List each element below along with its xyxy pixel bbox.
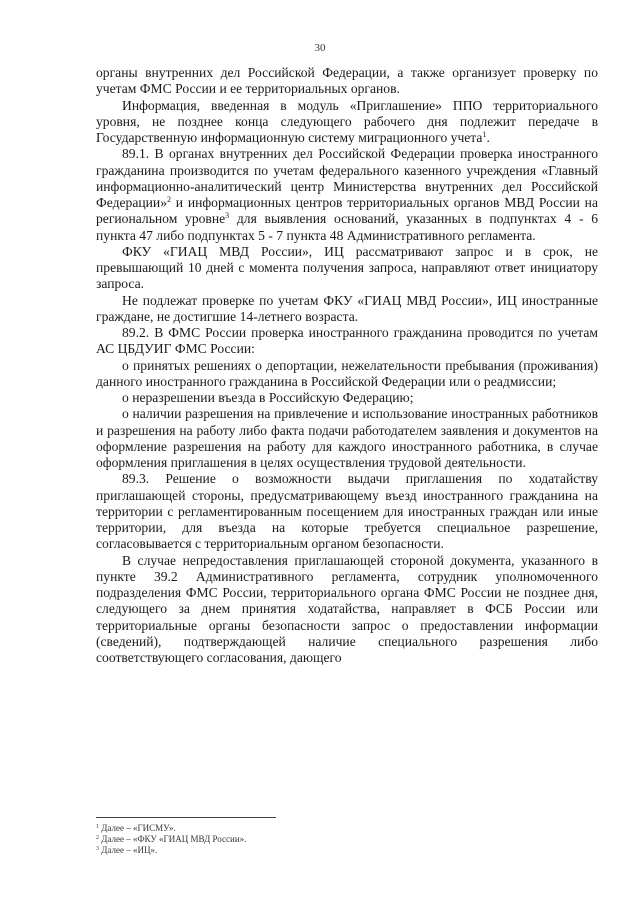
- footnote-ref[interactable]: 2: [167, 195, 171, 204]
- paragraph-text: Информация, введенная в модуль «Приглашение» ППО территориального уровня, не позднее конца следующего рабочего дня подлежит передаче в Государственную информационную систему миграционного учета: [96, 97, 598, 145]
- paragraph: 89.2. В ФМС России проверка иностранного гражданина проводится по учетам АС ЦБДУИГ ФМС России:: [96, 325, 598, 357]
- footnote-text: Далее – «ГИСМУ».: [101, 823, 176, 833]
- paragraph: о неразрешении въезда в Российскую Федерацию;: [122, 390, 414, 405]
- footnote: [96, 823, 496, 834]
- paragraph: 89.1. В органах внутренних дел Российской Федерации проверка иностранного гражданина производится по учетам федерального казенного учреждения «Главный информационно-аналитический центр Министерства внутренних дел Российской Федерации»$^2$ и информационных центров территориальных органов МВД России на региональном уровне$^3$ для выявления оснований, указанных в подпунктах 4 - 6 пункта 47 либо подпунктах 5 - 7 пункта 48 Административного регламента.: [96, 146, 598, 243]
- paragraph: ФКУ «ГИАЦ МВД России», ИЦ рассматривают запрос и в срок, не превышающий 10 дней с момента получения запроса, направляют ответ инициатору запроса.: [96, 243, 598, 292]
- footnote-mark: 1: [96, 824, 99, 830]
- footnote-divider: [96, 817, 276, 818]
- footnotes: [96, 823, 496, 856]
- footnote: [96, 834, 496, 845]
- footnote-ref[interactable]: 3: [225, 211, 230, 221]
- footnote-mark: 2: [96, 835, 99, 841]
- paragraph: 89.3. Решение о возможности выдачи приглашения по ходатайству приглашающей стороны, предусматривающему въезд иностранного гражданина на территории с регламентированным посещением для иностранных граждан или иные территории, для въезда на которые требуется специальное разрешение, согласовывается с территориальным органом безопасности.: [96, 471, 598, 552]
- paragraph: о принятых решениях о депортации, нежелательности пребывания (проживания) данного иностранного гражданина в Российской Федерации или о реадмиссии;: [96, 357, 598, 389]
- body-text: [96, 65, 598, 666]
- page-number: 30: [314, 42, 326, 54]
- footnote: [96, 845, 496, 856]
- paragraph: Информация, введенная в модуль «Приглашение» ППО территориального уровня, не позднее конца следующего рабочего дня подлежит передаче в Государственную информационную систему миграционного учета$^1$.: [96, 97, 598, 145]
- footnote-mark: 3: [96, 846, 99, 852]
- footnote-ref[interactable]: 1: [482, 130, 487, 139]
- paragraph: В случае непредоставления приглашающей стороной документа, указанного в пункте 39.2 Административного регламента, сотрудник уполномоченного подразделения ФМС России, территориального органа ФМС России не позднее дня, следующего за днем принятия ходатайства, направляет в ФСБ России или территориальные органы безопасности запрос о предоставлении информации (сведений), подтверждающей наличие специального разрешения либо соответствующего согласования, дающего: [96, 552, 598, 665]
- footnote-text: Далее – «ФКУ «ГИАЦ МВД России».: [101, 834, 247, 844]
- paragraph-text: 89.1. В органах внутренних дел Российской Федерации проверка иностранного гражданина производится по учетам федерального казенного учреждения «Главный информационно-аналитический центр Министерства внутренних дел Российской Федерации»: [96, 146, 598, 210]
- footnote-text: Далее – «ИЦ».: [101, 845, 158, 855]
- paragraph: о наличии разрешения на привлечение и использование иностранных работников и разрешения на работу либо факта подачи работодателем заявления и документов на оформление разрешения на работу для каждого иностранного работника, в случае оформления приглашения в целях осуществления трудовой деятельности.: [96, 406, 598, 470]
- paragraph: органы внутренних дел Российской Федерации, а также организует проверку по учетам ФМС России и ее территориальных органов.: [96, 65, 598, 97]
- paragraph: Не подлежат проверке по учетам ФКУ «ГИАЦ МВД России», ИЦ иностранные граждане, не достигшие 14-летнего возраста.: [96, 292, 598, 324]
